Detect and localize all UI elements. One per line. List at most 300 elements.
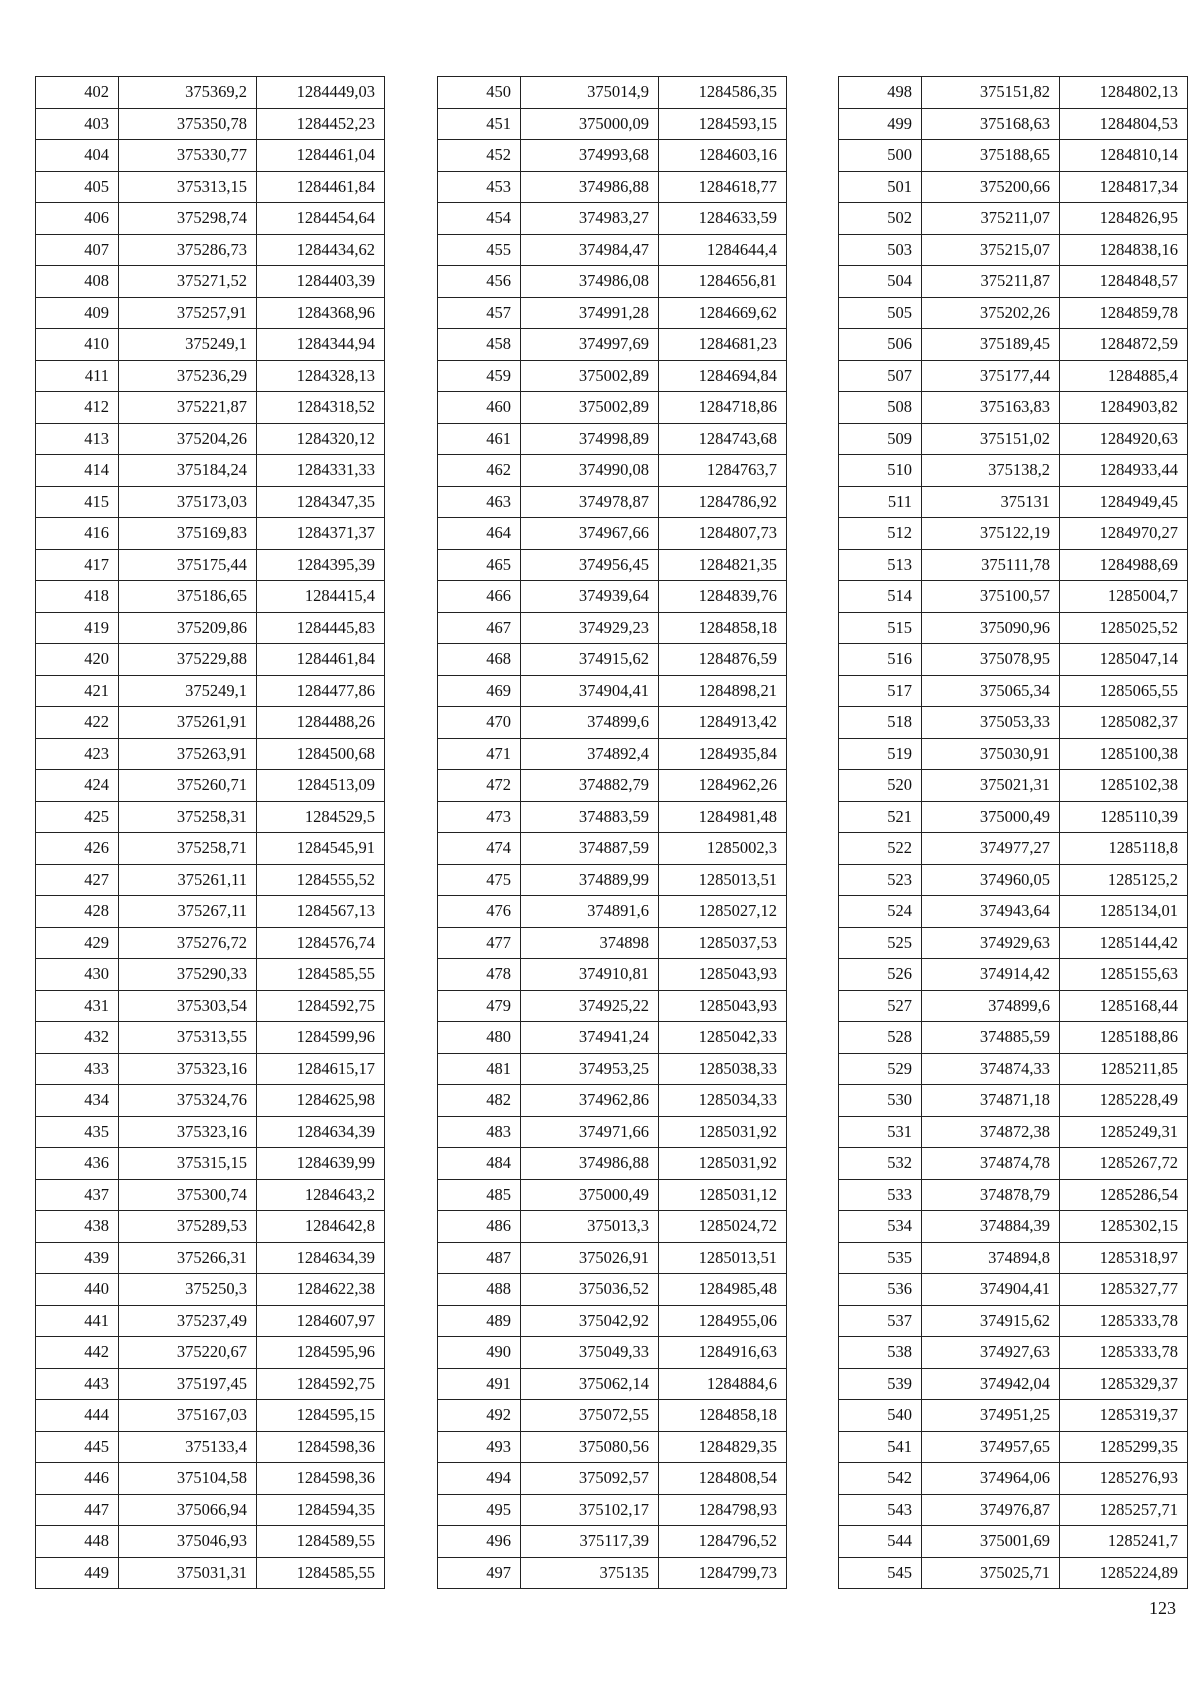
table-row (438, 1431, 787, 1463)
table-row (36, 108, 385, 140)
y-coordinate-cell: 1284434,62 (257, 234, 385, 266)
point-number-cell: 528 (839, 1022, 922, 1054)
point-number-cell: 522 (839, 833, 922, 865)
x-coordinate-cell: 375236,29 (119, 360, 257, 392)
table-row (36, 864, 385, 896)
x-coordinate-cell: 375072,55 (521, 1400, 659, 1432)
x-coordinate-cell: 374971,66 (521, 1116, 659, 1148)
y-coordinate-cell: 1285228,49 (1060, 1085, 1188, 1117)
y-coordinate-cell: 1284633,59 (659, 203, 787, 235)
y-coordinate-cell: 1284454,64 (257, 203, 385, 235)
table-row (438, 297, 787, 329)
table-row (438, 1494, 787, 1526)
y-coordinate-cell: 1284500,68 (257, 738, 385, 770)
point-number-cell: 531 (839, 1116, 922, 1148)
x-coordinate-cell: 374883,59 (521, 801, 659, 833)
x-coordinate-cell: 375117,39 (521, 1526, 659, 1558)
point-number-cell: 498 (839, 77, 922, 109)
point-number-cell: 515 (839, 612, 922, 644)
point-number-cell: 482 (438, 1085, 521, 1117)
x-coordinate-cell: 375221,87 (119, 392, 257, 424)
point-number-cell: 435 (36, 1116, 119, 1148)
y-coordinate-cell: 1284634,39 (257, 1242, 385, 1274)
y-coordinate-cell: 1284598,36 (257, 1431, 385, 1463)
y-coordinate-cell: 1284656,81 (659, 266, 787, 298)
point-number-cell: 447 (36, 1494, 119, 1526)
point-number-cell: 506 (839, 329, 922, 361)
point-number-cell: 449 (36, 1557, 119, 1589)
x-coordinate-cell: 375324,76 (119, 1085, 257, 1117)
y-coordinate-cell: 1284807,73 (659, 518, 787, 550)
y-coordinate-cell: 1284718,86 (659, 392, 787, 424)
y-coordinate-cell: 1285013,51 (659, 864, 787, 896)
point-number-cell: 462 (438, 455, 521, 487)
point-number-cell: 451 (438, 108, 521, 140)
x-coordinate-cell: 374887,59 (521, 833, 659, 865)
x-coordinate-cell: 375090,96 (922, 612, 1060, 644)
y-coordinate-cell: 1284796,52 (659, 1526, 787, 1558)
table-row (36, 707, 385, 739)
table-row (36, 1400, 385, 1432)
table-row (839, 1022, 1188, 1054)
y-coordinate-cell: 1284848,57 (1060, 266, 1188, 298)
x-coordinate-cell: 375000,09 (521, 108, 659, 140)
table-row (839, 1463, 1188, 1495)
point-number-cell: 508 (839, 392, 922, 424)
table-row (438, 108, 787, 140)
x-coordinate-cell: 375300,74 (119, 1179, 257, 1211)
y-coordinate-cell: 1285257,71 (1060, 1494, 1188, 1526)
y-coordinate-cell: 1285024,72 (659, 1211, 787, 1243)
y-coordinate-cell: 1284876,59 (659, 644, 787, 676)
x-coordinate-cell: 374943,64 (922, 896, 1060, 928)
y-coordinate-cell: 1284884,6 (659, 1368, 787, 1400)
y-coordinate-cell: 1285043,93 (659, 990, 787, 1022)
point-number-cell: 436 (36, 1148, 119, 1180)
point-number-cell: 454 (438, 203, 521, 235)
x-coordinate-cell: 375330,77 (119, 140, 257, 172)
table-row (839, 707, 1188, 739)
y-coordinate-cell: 1284603,16 (659, 140, 787, 172)
x-coordinate-cell: 375122,19 (922, 518, 1060, 550)
x-coordinate-cell: 375026,91 (521, 1242, 659, 1274)
point-number-cell: 408 (36, 266, 119, 298)
point-number-cell: 526 (839, 959, 922, 991)
table-row (839, 1148, 1188, 1180)
table-row (839, 1526, 1188, 1558)
table-row (438, 864, 787, 896)
table-row (839, 738, 1188, 770)
y-coordinate-cell: 1284545,91 (257, 833, 385, 865)
y-coordinate-cell: 1284916,63 (659, 1337, 787, 1369)
x-coordinate-cell: 374956,45 (521, 549, 659, 581)
x-coordinate-cell: 375260,71 (119, 770, 257, 802)
table-row (839, 770, 1188, 802)
x-coordinate-cell: 375323,16 (119, 1053, 257, 1085)
point-number-cell: 427 (36, 864, 119, 896)
table-row (438, 1337, 787, 1369)
table-row (36, 329, 385, 361)
x-coordinate-cell: 375030,91 (922, 738, 1060, 770)
y-coordinate-cell: 1285110,39 (1060, 801, 1188, 833)
point-number-cell: 464 (438, 518, 521, 550)
point-number-cell: 448 (36, 1526, 119, 1558)
table-row (36, 360, 385, 392)
y-coordinate-cell: 1284331,33 (257, 455, 385, 487)
x-coordinate-cell: 375215,07 (922, 234, 1060, 266)
x-coordinate-cell: 375271,52 (119, 266, 257, 298)
y-coordinate-cell: 1284592,75 (257, 990, 385, 1022)
table-row (36, 738, 385, 770)
point-number-cell: 478 (438, 959, 521, 991)
y-coordinate-cell: 1284798,93 (659, 1494, 787, 1526)
table-row (438, 1179, 787, 1211)
x-coordinate-cell: 375042,92 (521, 1305, 659, 1337)
x-coordinate-cell: 375080,56 (521, 1431, 659, 1463)
y-coordinate-cell: 1284829,35 (659, 1431, 787, 1463)
x-coordinate-cell: 375151,02 (922, 423, 1060, 455)
table-row (36, 77, 385, 109)
table-body (36, 77, 385, 1589)
point-number-cell: 513 (839, 549, 922, 581)
y-coordinate-cell: 1285276,93 (1060, 1463, 1188, 1495)
y-coordinate-cell: 1284786,92 (659, 486, 787, 518)
x-coordinate-cell: 375258,71 (119, 833, 257, 865)
table-row (36, 612, 385, 644)
point-number-cell: 450 (438, 77, 521, 109)
x-coordinate-cell: 374957,65 (922, 1431, 1060, 1463)
x-coordinate-cell: 375289,53 (119, 1211, 257, 1243)
table-row (839, 1557, 1188, 1589)
y-coordinate-cell: 1284595,96 (257, 1337, 385, 1369)
x-coordinate-cell: 374991,28 (521, 297, 659, 329)
x-coordinate-cell: 375257,91 (119, 297, 257, 329)
x-coordinate-cell: 375276,72 (119, 927, 257, 959)
coordinates-table-1 (35, 76, 385, 1589)
table-row (438, 266, 787, 298)
table-row (438, 1526, 787, 1558)
y-coordinate-cell: 1285329,37 (1060, 1368, 1188, 1400)
x-coordinate-cell: 375209,86 (119, 612, 257, 644)
x-coordinate-cell: 375167,03 (119, 1400, 257, 1432)
point-number-cell: 428 (36, 896, 119, 928)
x-coordinate-cell: 374927,63 (922, 1337, 1060, 1369)
y-coordinate-cell: 1284826,95 (1060, 203, 1188, 235)
point-number-cell: 473 (438, 801, 521, 833)
y-coordinate-cell: 1285327,77 (1060, 1274, 1188, 1306)
point-number-cell: 468 (438, 644, 521, 676)
x-coordinate-cell: 375249,1 (119, 675, 257, 707)
x-coordinate-cell: 375036,52 (521, 1274, 659, 1306)
y-coordinate-cell: 1284898,21 (659, 675, 787, 707)
y-coordinate-cell: 1285002,3 (659, 833, 787, 865)
x-coordinate-cell: 374929,63 (922, 927, 1060, 959)
table-row (36, 486, 385, 518)
point-number-cell: 511 (839, 486, 922, 518)
y-coordinate-cell: 1284347,35 (257, 486, 385, 518)
y-coordinate-cell: 1285134,01 (1060, 896, 1188, 928)
x-coordinate-cell: 375000,49 (922, 801, 1060, 833)
point-number-cell: 487 (438, 1242, 521, 1274)
table-row (36, 1463, 385, 1495)
point-number-cell: 541 (839, 1431, 922, 1463)
y-coordinate-cell: 1284858,18 (659, 612, 787, 644)
point-number-cell: 492 (438, 1400, 521, 1432)
point-number-cell: 499 (839, 108, 922, 140)
table-row (438, 738, 787, 770)
x-coordinate-cell: 374984,47 (521, 234, 659, 266)
x-coordinate-cell: 374997,69 (521, 329, 659, 361)
table-row (36, 990, 385, 1022)
y-coordinate-cell: 1285043,93 (659, 959, 787, 991)
y-coordinate-cell: 1285224,89 (1060, 1557, 1188, 1589)
point-number-cell: 538 (839, 1337, 922, 1369)
x-coordinate-cell: 375151,82 (922, 77, 1060, 109)
y-coordinate-cell: 1284618,77 (659, 171, 787, 203)
x-coordinate-cell: 374960,05 (922, 864, 1060, 896)
table-row (438, 203, 787, 235)
y-coordinate-cell: 1285025,52 (1060, 612, 1188, 644)
x-coordinate-cell: 374894,8 (922, 1242, 1060, 1274)
table-row (839, 990, 1188, 1022)
point-number-cell: 465 (438, 549, 521, 581)
point-number-cell: 453 (438, 171, 521, 203)
table-row (36, 203, 385, 235)
table-row (839, 360, 1188, 392)
x-coordinate-cell: 375100,57 (922, 581, 1060, 613)
x-coordinate-cell: 374993,68 (521, 140, 659, 172)
point-number-cell: 470 (438, 707, 521, 739)
x-coordinate-cell: 375168,63 (922, 108, 1060, 140)
coordinates-table-2 (437, 76, 787, 1589)
point-number-cell: 439 (36, 1242, 119, 1274)
table-row (839, 108, 1188, 140)
point-number-cell: 500 (839, 140, 922, 172)
table-row (839, 266, 1188, 298)
y-coordinate-cell: 1284344,94 (257, 329, 385, 361)
point-number-cell: 425 (36, 801, 119, 833)
x-coordinate-cell: 375135 (521, 1557, 659, 1589)
table-row (36, 171, 385, 203)
y-coordinate-cell: 1284622,38 (257, 1274, 385, 1306)
table-row (36, 896, 385, 928)
point-number-cell: 514 (839, 581, 922, 613)
point-number-cell: 413 (36, 423, 119, 455)
x-coordinate-cell: 375092,57 (521, 1463, 659, 1495)
y-coordinate-cell: 1284576,74 (257, 927, 385, 959)
point-number-cell: 536 (839, 1274, 922, 1306)
y-coordinate-cell: 1285031,92 (659, 1116, 787, 1148)
table-row (36, 1557, 385, 1589)
x-coordinate-cell: 375261,91 (119, 707, 257, 739)
point-number-cell: 437 (36, 1179, 119, 1211)
table-row (839, 140, 1188, 172)
table-row (438, 1116, 787, 1148)
point-number-cell: 419 (36, 612, 119, 644)
x-coordinate-cell: 375175,44 (119, 549, 257, 581)
y-coordinate-cell: 1285249,31 (1060, 1116, 1188, 1148)
table-row (438, 581, 787, 613)
y-coordinate-cell: 1284599,96 (257, 1022, 385, 1054)
y-coordinate-cell: 1284445,83 (257, 612, 385, 644)
table-body (839, 77, 1188, 1589)
x-coordinate-cell: 375131 (922, 486, 1060, 518)
table-row (438, 1368, 787, 1400)
point-number-cell: 510 (839, 455, 922, 487)
x-coordinate-cell: 375065,34 (922, 675, 1060, 707)
y-coordinate-cell: 1285302,15 (1060, 1211, 1188, 1243)
point-number-cell: 452 (438, 140, 521, 172)
table-row (839, 1400, 1188, 1432)
x-coordinate-cell: 375163,83 (922, 392, 1060, 424)
y-coordinate-cell: 1284839,76 (659, 581, 787, 613)
table-row (839, 675, 1188, 707)
y-coordinate-cell: 1285155,63 (1060, 959, 1188, 991)
table-row (839, 644, 1188, 676)
point-number-cell: 509 (839, 423, 922, 455)
table-row (438, 171, 787, 203)
point-number-cell: 434 (36, 1085, 119, 1117)
y-coordinate-cell: 1284885,4 (1060, 360, 1188, 392)
point-number-cell: 404 (36, 140, 119, 172)
table-row (438, 1085, 787, 1117)
table-row (839, 77, 1188, 109)
table-row (438, 329, 787, 361)
point-number-cell: 502 (839, 203, 922, 235)
y-coordinate-cell: 1284368,96 (257, 297, 385, 329)
x-coordinate-cell: 375315,15 (119, 1148, 257, 1180)
table-row (438, 518, 787, 550)
x-coordinate-cell: 374978,87 (521, 486, 659, 518)
y-coordinate-cell: 1284594,35 (257, 1494, 385, 1526)
point-number-cell: 533 (839, 1179, 922, 1211)
point-number-cell: 438 (36, 1211, 119, 1243)
x-coordinate-cell: 374998,89 (521, 423, 659, 455)
y-coordinate-cell: 1284955,06 (659, 1305, 787, 1337)
x-coordinate-cell: 374885,59 (922, 1022, 1060, 1054)
x-coordinate-cell: 375369,2 (119, 77, 257, 109)
x-coordinate-cell: 374884,39 (922, 1211, 1060, 1243)
point-number-cell: 493 (438, 1431, 521, 1463)
table-row (438, 1557, 787, 1589)
x-coordinate-cell: 374983,27 (521, 203, 659, 235)
x-coordinate-cell: 375211,07 (922, 203, 1060, 235)
y-coordinate-cell: 1285013,51 (659, 1242, 787, 1274)
x-coordinate-cell: 375237,49 (119, 1305, 257, 1337)
point-number-cell: 424 (36, 770, 119, 802)
table-row (839, 234, 1188, 266)
point-number-cell: 446 (36, 1463, 119, 1495)
point-number-cell: 410 (36, 329, 119, 361)
point-number-cell: 444 (36, 1400, 119, 1432)
point-number-cell: 504 (839, 266, 922, 298)
x-coordinate-cell: 374941,24 (521, 1022, 659, 1054)
point-number-cell: 512 (839, 518, 922, 550)
x-coordinate-cell: 374962,86 (521, 1085, 659, 1117)
x-coordinate-cell: 375062,14 (521, 1368, 659, 1400)
x-coordinate-cell: 375263,91 (119, 738, 257, 770)
x-coordinate-cell: 374889,99 (521, 864, 659, 896)
point-number-cell: 426 (36, 833, 119, 865)
table-row (839, 801, 1188, 833)
x-coordinate-cell: 375104,58 (119, 1463, 257, 1495)
table-row (839, 1368, 1188, 1400)
x-coordinate-cell: 375188,65 (922, 140, 1060, 172)
x-coordinate-cell: 374953,25 (521, 1053, 659, 1085)
y-coordinate-cell: 1284488,26 (257, 707, 385, 739)
y-coordinate-cell: 1285031,92 (659, 1148, 787, 1180)
y-coordinate-cell: 1284595,15 (257, 1400, 385, 1432)
point-number-cell: 496 (438, 1526, 521, 1558)
x-coordinate-cell: 375261,11 (119, 864, 257, 896)
x-coordinate-cell: 375313,15 (119, 171, 257, 203)
point-number-cell: 516 (839, 644, 922, 676)
x-coordinate-cell: 374898 (521, 927, 659, 959)
y-coordinate-cell: 1284371,37 (257, 518, 385, 550)
y-coordinate-cell: 1284643,2 (257, 1179, 385, 1211)
point-number-cell: 475 (438, 864, 521, 896)
x-coordinate-cell: 374899,6 (922, 990, 1060, 1022)
table-row (438, 77, 787, 109)
point-number-cell: 442 (36, 1337, 119, 1369)
table-row (36, 234, 385, 266)
x-coordinate-cell: 374976,87 (922, 1494, 1060, 1526)
y-coordinate-cell: 1284395,39 (257, 549, 385, 581)
y-coordinate-cell: 1285027,12 (659, 896, 787, 928)
table-row (36, 770, 385, 802)
y-coordinate-cell: 1284935,84 (659, 738, 787, 770)
y-coordinate-cell: 1284615,17 (257, 1053, 385, 1085)
point-number-cell: 407 (36, 234, 119, 266)
point-number-cell: 432 (36, 1022, 119, 1054)
point-number-cell: 405 (36, 171, 119, 203)
table-row (438, 1463, 787, 1495)
x-coordinate-cell: 374967,66 (521, 518, 659, 550)
table-row (839, 1242, 1188, 1274)
y-coordinate-cell: 1284320,12 (257, 423, 385, 455)
table-row (36, 1526, 385, 1558)
x-coordinate-cell: 375184,24 (119, 455, 257, 487)
table-row (839, 297, 1188, 329)
y-coordinate-cell: 1284981,48 (659, 801, 787, 833)
point-number-cell: 543 (839, 1494, 922, 1526)
y-coordinate-cell: 1285333,78 (1060, 1305, 1188, 1337)
y-coordinate-cell: 1284589,55 (257, 1526, 385, 1558)
point-number-cell: 523 (839, 864, 922, 896)
table-row (36, 833, 385, 865)
table-row (438, 1305, 787, 1337)
table-row (36, 140, 385, 172)
table-row (438, 927, 787, 959)
table-row (438, 1211, 787, 1243)
page-number: 123 (1149, 1598, 1176, 1618)
y-coordinate-cell: 1285333,78 (1060, 1337, 1188, 1369)
point-number-cell: 463 (438, 486, 521, 518)
x-coordinate-cell: 375258,31 (119, 801, 257, 833)
table-row (36, 644, 385, 676)
x-coordinate-cell: 374986,88 (521, 171, 659, 203)
point-number-cell: 537 (839, 1305, 922, 1337)
y-coordinate-cell: 1284585,55 (257, 1557, 385, 1589)
point-number-cell: 474 (438, 833, 521, 865)
table-row (36, 1494, 385, 1526)
x-coordinate-cell: 375197,45 (119, 1368, 257, 1400)
point-number-cell: 481 (438, 1053, 521, 1085)
y-coordinate-cell: 1285082,37 (1060, 707, 1188, 739)
x-coordinate-cell: 375200,66 (922, 171, 1060, 203)
x-coordinate-cell: 375202,26 (922, 297, 1060, 329)
point-number-cell: 488 (438, 1274, 521, 1306)
